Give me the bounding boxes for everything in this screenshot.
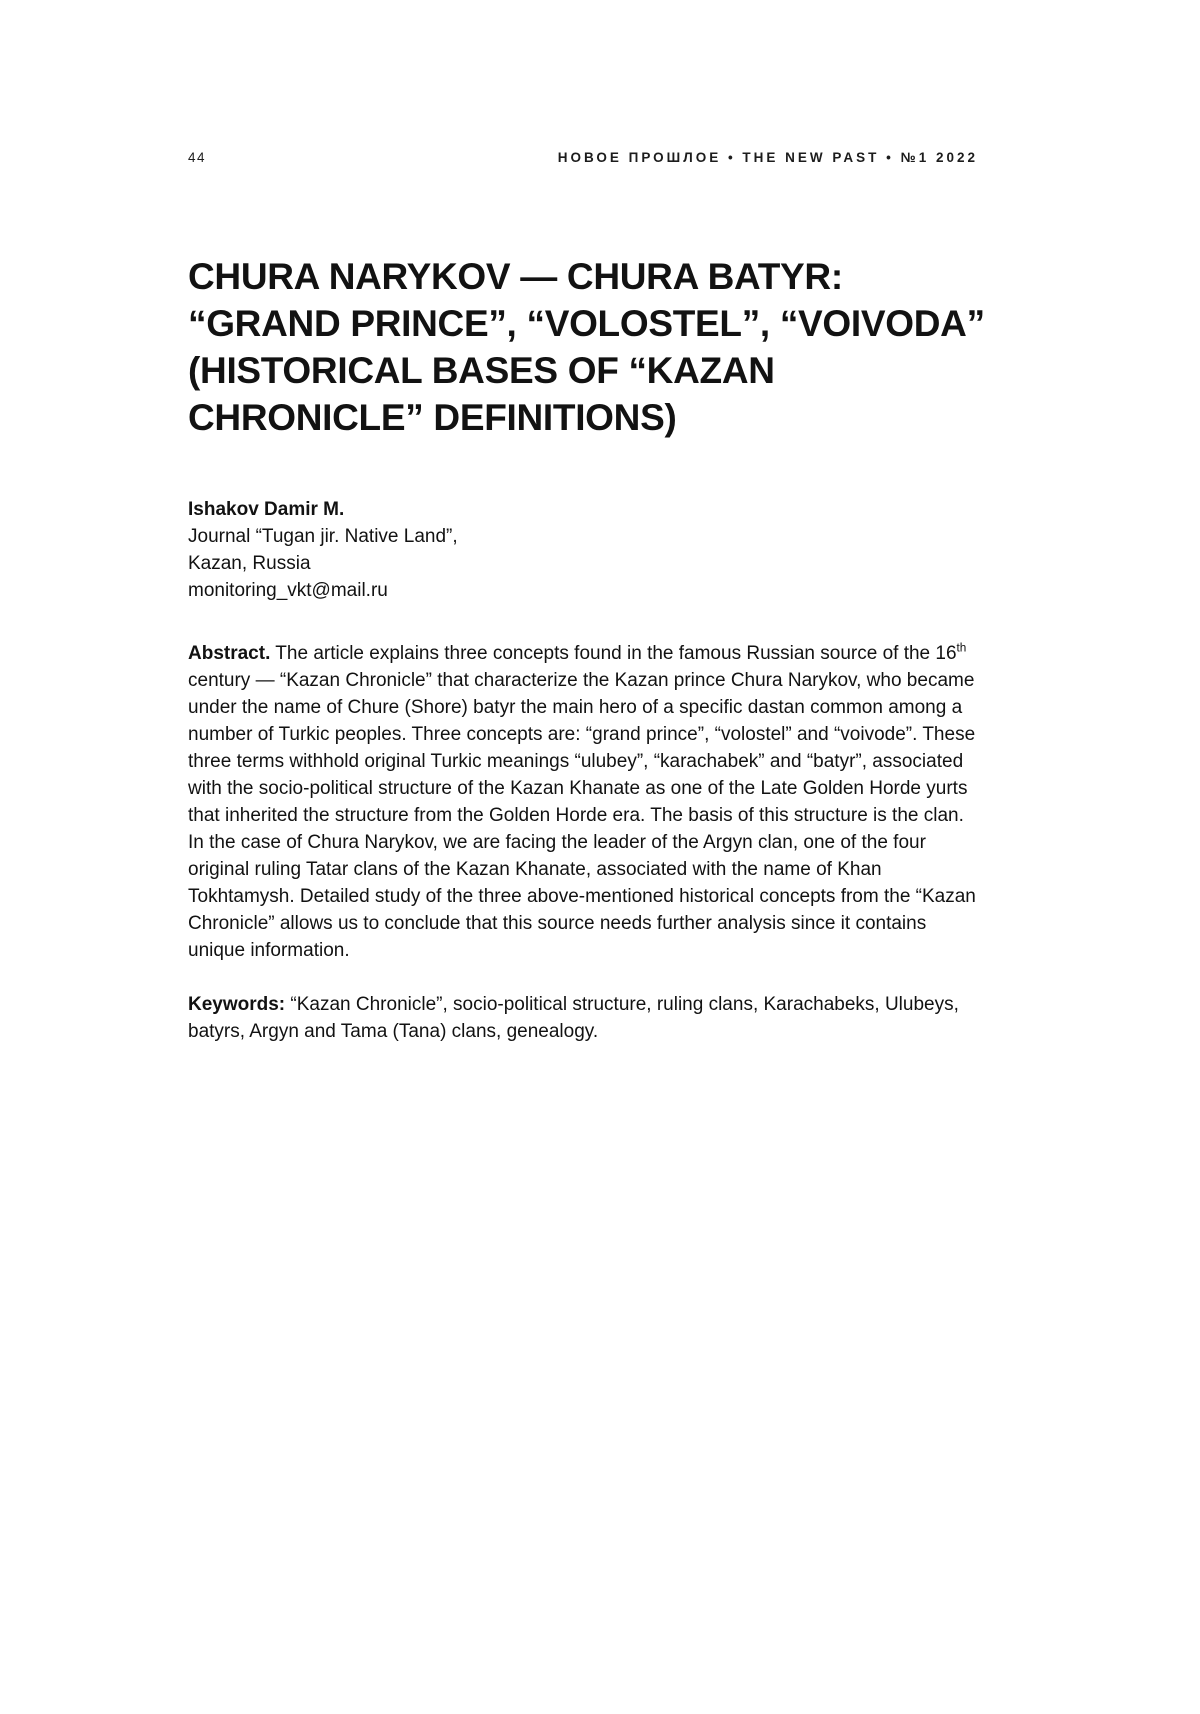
abstract-label: Abstract. xyxy=(188,643,271,664)
journal-header-text: НОВОЕ ПРОШЛОЕ • THE NEW PAST • №1 2022 xyxy=(557,150,978,165)
author-name: Ishakov Damir M. xyxy=(188,499,345,520)
author-location: Kazan, Russia xyxy=(188,553,311,574)
abstract-text-before-superscript: The article explains three concepts found in the famous Russian source of the 16 xyxy=(270,643,957,664)
author-email: monitoring_vkt@mail.ru xyxy=(188,580,388,601)
article-title-line: CHURA NARYKOV — CHURA BATYR: xyxy=(188,256,843,297)
abstract-text-after-superscript: century — “Kazan Chronicle” that characterize the Kazan prince Chura Narykov, who became under the name of Chure (Shore) batyr the main hero of a specific dastan common among a number of Turkic peoples. Three concepts are: “grand prince”, “volostel” and “voivode”. These three terms withhold original Turkic meanings “ulubey”, “karachabek” and “batyr”, associated with the socio-political structure of the Kazan Khanate as one of the Late Golden Horde yurts that inherited the structure from the Golden Horde era. The basis of this structure is the clan. In the case of Chura Narykov, we are facing the leader of the Argyn clan, one of the four original ruling Tatar clans of the Kazan Khanate, associated with the name of Khan Tokhtamysh. Detailed study of the three above-mentioned historical concepts from the “Kazan Chronicle” allows us to conclude that this source needs further analysis since it contains unique information. xyxy=(188,670,976,961)
ordinal-superscript: th xyxy=(956,641,967,655)
page-header xyxy=(188,150,978,165)
abstract-paragraph xyxy=(188,640,978,964)
article-title-line: “GRAND PRINCE”, “VOLOSTEL”, “VOIVODA” xyxy=(188,303,985,344)
article-title xyxy=(188,253,985,441)
page-number: 44 xyxy=(188,150,207,165)
author-block xyxy=(188,496,978,604)
keywords-text: “Kazan Chronicle”, socio-political structure, ruling clans, Karachabeks, Ulubeys, batyrs, Argyn and Tama (Tana) clans, genealogy. xyxy=(188,994,959,1042)
article-title-line: CHRONICLE” DEFINITIONS) xyxy=(188,397,677,438)
article-title-line: (HISTORICAL BASES OF “KAZAN xyxy=(188,350,775,391)
keywords-label: Keywords: xyxy=(188,994,286,1015)
keywords-paragraph xyxy=(188,991,978,1045)
author-affiliation: Journal “Tugan jir. Native Land”, xyxy=(188,526,458,547)
